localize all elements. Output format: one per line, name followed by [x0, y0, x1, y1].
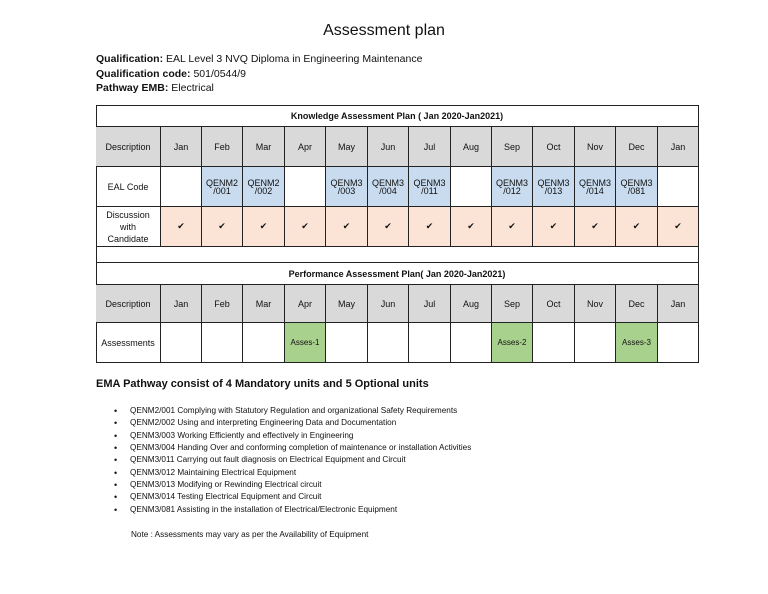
performance-month-header: Jan: [161, 285, 202, 323]
knowledge-month-header: Apr: [285, 127, 326, 167]
knowledge-plan-title: Knowledge Assessment Plan ( Jan 2020-Jan2021): [96, 105, 699, 127]
check-icon: ✔: [409, 207, 451, 247]
eal-code-suffix: /001: [213, 185, 231, 196]
pathway-heading: EMA Pathway consist of 4 Mandatory units and 5 Optional units: [96, 378, 429, 390]
assessment-plan-table: [96, 105, 699, 363]
check-icon: ✔: [161, 207, 202, 247]
knowledge-month-header: May: [326, 127, 368, 167]
eal-code-suffix: /081: [627, 185, 646, 196]
pathway-value: Electrical: [171, 82, 214, 94]
check-icon: ✔: [533, 207, 575, 247]
eal-code-prefix: QENM3: [578, 177, 611, 188]
qualification-code-value: 501/0544/9: [193, 67, 246, 80]
knowledge-month-header: Dec: [616, 127, 658, 167]
discussion-label-line: with: [119, 221, 136, 232]
performance-month-header: Apr: [285, 285, 326, 323]
performance-month-header: Sep: [492, 285, 533, 323]
knowledge-month-header: Jan: [161, 127, 202, 167]
assessment-badge: Asses-1: [285, 323, 326, 363]
eal-code-prefix: QENM3: [371, 177, 404, 188]
eal-code-cell: [368, 167, 409, 207]
unit-list-item: • QENM2/001 Complying with Statutory Regulation and organizational Safety Requirements: [112, 405, 471, 417]
check-icon: ✔: [492, 207, 533, 247]
assessment-cell: [575, 323, 616, 363]
assessment-badge: Asses-2: [492, 323, 533, 363]
assessment-cell: [451, 323, 492, 363]
eal-code-cell: [533, 167, 575, 207]
unit-list-item: • QENM3/003 Working Efficiently and effectively in Engineering: [112, 430, 471, 442]
eal-code-cell: [161, 167, 202, 207]
check-icon: ✔: [451, 207, 492, 247]
units-list: [112, 405, 471, 516]
knowledge-month-header: Sep: [492, 127, 533, 167]
eal-code-label: EAL Code: [96, 167, 161, 207]
eal-code-cell: [409, 167, 451, 207]
eal-code-cell: [451, 167, 492, 207]
performance-month-header: Nov: [575, 285, 616, 323]
knowledge-month-header: Jan: [658, 127, 699, 167]
eal-code-suffix: /002: [254, 185, 273, 196]
check-icon: ✔: [243, 207, 285, 247]
page-title: Assessment plan: [323, 22, 445, 39]
knowledge-month-header: Jun: [368, 127, 409, 167]
eal-code-cell: [285, 167, 326, 207]
eal-code-prefix: QENM2: [205, 177, 238, 188]
unit-list-item: • QENM3/013 Modifying or Rewinding Electrical circuit: [112, 479, 471, 491]
discussion-label-line: Candidate: [107, 233, 149, 244]
knowledge-month-header: Oct: [533, 127, 575, 167]
eal-code-prefix: QENM3: [495, 177, 528, 188]
performance-month-header: Jan: [658, 285, 699, 323]
discussion-label: [96, 207, 161, 247]
assessment-cell: [409, 323, 451, 363]
performance-header-description: Description: [96, 285, 161, 323]
eal-code-suffix: /003: [337, 185, 356, 196]
check-icon: ✔: [326, 207, 368, 247]
note-text: Note : Assessments may vary as per the Availability of Equipment: [131, 530, 369, 539]
assessment-cell: [161, 323, 202, 363]
qualification-code-line: [96, 67, 422, 82]
check-icon: ✔: [658, 207, 699, 247]
assessment-badge: Asses-3: [616, 323, 658, 363]
unit-list-item: • QENM3/014 Testing Electrical Equipment and Circuit: [112, 491, 471, 503]
knowledge-month-header: Feb: [202, 127, 243, 167]
qualification-label: Qualification:: [96, 53, 164, 65]
qualification-info: [96, 52, 422, 96]
pathway-label: Pathway EMB:: [96, 82, 169, 94]
performance-month-header: Jun: [368, 285, 409, 323]
check-icon: ✔: [285, 207, 326, 247]
unit-list-item: • QENM3/004 Handing Over and conforming completion of maintenance or installation Activities: [112, 442, 471, 454]
unit-list-item: • QENM2/002 Using and interpreting Engineering Data and Documentation: [112, 417, 471, 429]
performance-month-header: Mar: [243, 285, 285, 323]
eal-code-cell: [575, 167, 616, 207]
eal-code-suffix: /014: [586, 185, 604, 196]
eal-code-prefix: QENM3: [537, 177, 570, 188]
unit-list-item: • QENM3/011 Carrying out fault diagnosis on Electrical Equipment and Circuit: [112, 454, 471, 466]
performance-month-header: May: [326, 285, 368, 323]
eal-code-suffix: /012: [503, 185, 521, 196]
check-icon: ✔: [368, 207, 409, 247]
eal-code-prefix: QENM3: [330, 177, 363, 188]
eal-code-cell: [492, 167, 533, 207]
eal-code-prefix: QENM2: [247, 177, 280, 188]
knowledge-month-header: Jul: [409, 127, 451, 167]
knowledge-header-description: Description: [96, 127, 161, 167]
pathway-line: [96, 81, 422, 96]
eal-code-cell: [202, 167, 243, 207]
discussion-label-line: Discussion: [106, 209, 150, 220]
performance-month-header: Jul: [409, 285, 451, 323]
unit-list-item: • QENM3/081 Assisting in the installation of Electrical/Electronic Equipment: [112, 504, 471, 516]
assessment-cell: [243, 323, 285, 363]
assessment-cell: [533, 323, 575, 363]
assessment-cell: [368, 323, 409, 363]
qualification-value: EAL Level 3 NVQ Diploma in Engineering Maintenance: [166, 53, 423, 65]
eal-code-suffix: /004: [379, 185, 397, 196]
eal-code-cell: [658, 167, 699, 207]
unit-list-item: • QENM3/012 Maintaining Electrical Equipment: [112, 467, 471, 479]
check-icon: ✔: [575, 207, 616, 247]
performance-plan-title: Performance Assessment Plan( Jan 2020-Jan2021): [96, 263, 699, 285]
eal-code-suffix: /013: [544, 185, 563, 196]
eal-code-cell: [326, 167, 368, 207]
eal-code-prefix: QENM3: [620, 177, 653, 188]
table-spacer: [96, 247, 699, 263]
knowledge-month-header: Aug: [451, 127, 492, 167]
assessment-cell: [658, 323, 699, 363]
assessment-cell: [202, 323, 243, 363]
knowledge-month-header: Nov: [575, 127, 616, 167]
eal-code-cell: [616, 167, 658, 207]
performance-month-header: Dec: [616, 285, 658, 323]
qualification-line: [96, 52, 422, 67]
check-icon: ✔: [616, 207, 658, 247]
performance-month-header: Oct: [533, 285, 575, 323]
knowledge-month-header: Mar: [243, 127, 285, 167]
performance-month-header: Aug: [451, 285, 492, 323]
eal-code-prefix: QENM3: [413, 177, 446, 188]
performance-month-header: Feb: [202, 285, 243, 323]
qualification-code-label: Qualification code:: [96, 67, 191, 80]
check-icon: ✔: [202, 207, 243, 247]
assessment-cell: [326, 323, 368, 363]
eal-code-suffix: /011: [421, 185, 438, 196]
eal-code-cell: [243, 167, 285, 207]
assessments-label: Assessments: [96, 323, 161, 363]
